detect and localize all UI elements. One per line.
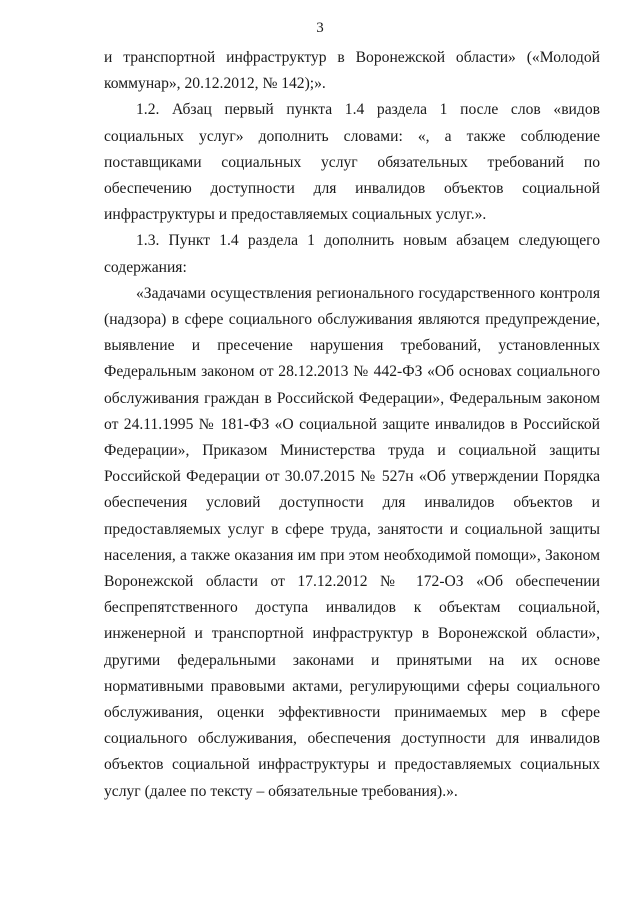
paragraph-continuation: и транспортной инфраструктур в Воронежской области» («Молодой коммунар», 20.12.2012, № 142);». xyxy=(104,49,600,93)
page-number: 3 xyxy=(316,20,324,36)
paragraph-item-1-2: 1.2. Абзац первый пункта 1.4 раздела 1 после слов «видов социальных услуг» дополнить словами: «, а также соблюдение поставщиками социальных услуг обязательных требований по обеспечению доступности для инвалидов объектов социальной инфраструктуры и предоставляемых социальных услуг.». xyxy=(104,101,600,224)
paragraph-quoted-text: «Задачами осуществления регионального государственного контроля (надзора) в сфере социального обслуживания являются предупреждение, выявление и пресечение нарушения требований, установленных Федеральным законом от 28.12.2013 № 442-ФЗ «Об основах социального обслуживания граждан в Российской Федерации», Федеральным законом от 24.11.1995 № 181-ФЗ «О социальной защите инвалидов в Российской Федерации», Приказом Министерства труда и социальной защиты Российской Федерации от 30.07.2015 № 527н «Об утверждении Порядка обеспечения условий доступности для инвалидов объектов и предоставляемых услуг в сфере труда, занятости и социальной защиты населения, а также оказания им при этом необходимой помощи», Законом Воронежской области от 17.12.2012 № 172-ОЗ «Об обеспечении беспрепятственного доступа инвалидов к объектам социальной, инженерной и транспортной инфраструктур в Воронежской области», другими федеральными законами и принятыми на их основе нормативными правовыми актами, регулирующими сферы социального обслуживания, оценки эффективности принимаемых мер в сфере социального обслуживания, обеспечения доступности для инвалидов объектов социальной инфраструктуры и предоставляемых социальных услуг (далее по тексту – обязательные требования).». xyxy=(104,284,600,800)
document-body xyxy=(104,45,600,805)
paragraph-item-1-3: 1.3. Пункт 1.4 раздела 1 дополнить новым абзацем следующего содержания: xyxy=(104,232,600,276)
